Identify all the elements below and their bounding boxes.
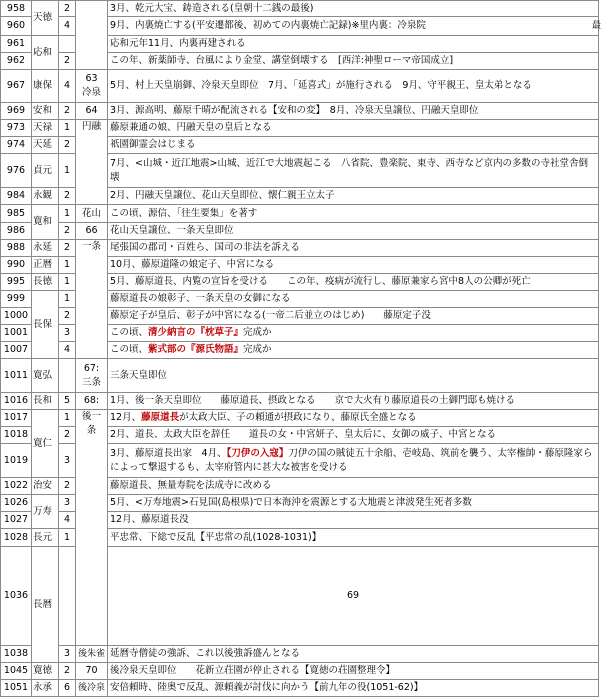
- year-cell: 995: [1, 274, 32, 291]
- emperor-name-cell: 後冷泉: [76, 680, 108, 697]
- era-cell: 天延: [32, 137, 59, 154]
- emperor-number-cell: 66: [76, 223, 108, 240]
- era-year-cell: 2: [59, 240, 76, 257]
- table-row: [1, 680, 599, 697]
- year-cell: 985: [1, 205, 32, 223]
- table-row: [1, 120, 599, 137]
- era-year-cell: [59, 36, 76, 53]
- year-cell: 1007: [1, 342, 32, 359]
- era-cell: 長保: [32, 291, 59, 359]
- event-cell: 10月、藤原道隆の娘定子、中宮になる: [108, 257, 599, 274]
- era-year-cell: 4: [59, 70, 76, 103]
- era-year-cell: 4: [59, 512, 76, 529]
- era-year-cell: 2: [59, 663, 76, 680]
- era-year-cell: 1: [59, 120, 76, 137]
- event-cell: 平忠常、下総で反乱【平忠常の乱(1028-1031)】: [108, 529, 599, 547]
- era-cell: 永観: [32, 188, 59, 205]
- era-year-cell: 2: [59, 427, 76, 444]
- event-cell: 2月、道長、太政大臣を辞任 道長の女・中宮妍子、皇太后に、女御の威子、中宮となる: [108, 427, 599, 444]
- era-year-cell: 1: [59, 257, 76, 274]
- emperor-number-cell: 69: [108, 547, 599, 646]
- era-cell: 康保: [32, 70, 59, 103]
- event-text: 刀伊の国の賊徒五十余船、壱岐島、筑前を襲う、太宰権帥・藤原隆家らによって撃退するも、太宰府管内に甚大な被害を受ける: [110, 447, 593, 473]
- year-cell: 1026: [1, 495, 32, 512]
- era-cell: 治安: [32, 478, 59, 495]
- year-cell: 960: [1, 17, 32, 36]
- emperor-cell: 63 冷泉: [76, 70, 108, 103]
- era-year-cell: [59, 547, 76, 646]
- era-cell: 万寿: [32, 495, 59, 529]
- emperor-name-cell: 円融: [76, 120, 108, 205]
- event-text: 9月、内裏焼亡する(平安遷都後、初めての内裏焼亡記録)※里内裏：冷泉院: [110, 20, 426, 31]
- event-cell: この頃、源信、「往生要集」を著す: [108, 205, 599, 223]
- table-row: [1, 359, 599, 393]
- event-cell: 12月、藤原道長没: [108, 512, 599, 529]
- year-cell: 988: [1, 240, 32, 257]
- year-cell: 1028: [1, 529, 32, 547]
- era-year-cell: 2: [59, 308, 76, 325]
- event-text: 3月、藤原道長出家 4月、: [110, 447, 227, 459]
- year-cell: 1000: [1, 308, 32, 325]
- year-cell: 974: [1, 137, 32, 154]
- event-cell: 藤原道長、無量寿院を法成寺に改める: [108, 478, 599, 495]
- year-cell: 999: [1, 291, 32, 308]
- event-text: この頃、: [110, 344, 149, 355]
- event-cell: 藤原定子が皇后、彰子が中宮になる(一帝二后並立のはじめ) 藤原定子没: [108, 308, 599, 325]
- year-cell: 967: [1, 70, 32, 103]
- event-cell: 三条天皇即位: [108, 359, 599, 393]
- table-row: [1, 103, 599, 120]
- year-cell: 1036: [1, 547, 32, 646]
- event-cell: 5月、村上天皇崩御、冷泉天皇即位 7月、「延喜式」が施行される 9月、守平親王、皇太弟となる: [108, 70, 599, 103]
- era-year-cell: 1: [59, 410, 76, 427]
- era-cell: 長徳: [32, 274, 59, 291]
- year-cell: 962: [1, 53, 32, 70]
- event-cell: 2月、円融天皇譲位、花山天皇即位、懐仁親王立太子: [108, 188, 599, 205]
- event-text: 完成か: [243, 344, 272, 355]
- era-cell: 貞元: [32, 154, 59, 188]
- era-cell: 寛和: [32, 205, 59, 240]
- table-row: [1, 70, 599, 103]
- table-row: [1, 410, 599, 427]
- era-year-cell: 2: [59, 223, 76, 240]
- era-cell: 寛徳: [32, 663, 59, 680]
- event-cell: 3月、乾元大宝、鋳造される(皇朝十二銭の最後): [108, 1, 599, 17]
- year-cell: 1011: [1, 359, 32, 393]
- era-year-cell: 2: [59, 188, 76, 205]
- year-cell: 1019: [1, 444, 32, 478]
- table-row: [1, 223, 599, 240]
- era-year-cell: 4: [59, 342, 76, 359]
- event-cell: [108, 342, 599, 359]
- era-cell: 永延: [32, 240, 59, 257]
- event-cell: 藤原兼通の娘、円融天皇の皇后となる: [108, 120, 599, 137]
- era-year-cell: 2: [59, 103, 76, 120]
- table-row: [1, 240, 599, 257]
- year-cell: 976: [1, 154, 32, 188]
- year-cell: 1016: [1, 393, 32, 410]
- year-cell: 1045: [1, 663, 32, 680]
- year-cell: 1018: [1, 427, 32, 444]
- era-year-cell: 3: [59, 444, 76, 478]
- emperor-name-cell: 一条: [76, 240, 108, 359]
- era-cell: 寛仁: [32, 410, 59, 478]
- event-text: この頃、: [110, 327, 149, 338]
- era-cell: 長元: [32, 529, 59, 547]
- event-cell: 延暦寺僧徒の強訴、これ以後強訴盛んとなる: [108, 646, 599, 663]
- event-cell: [108, 444, 599, 478]
- highlight-text: 藤原道長: [141, 412, 180, 423]
- era-cell: 天徳: [32, 1, 59, 36]
- emperor-name-cell: 後一条: [76, 410, 108, 646]
- era-year-cell: [59, 359, 76, 393]
- event-cell: 花山天皇譲位、一条天皇即位: [108, 223, 599, 240]
- year-cell: 1051: [1, 680, 32, 697]
- era-year-cell: 3: [59, 325, 76, 342]
- era-year-cell: 3: [59, 646, 76, 663]
- table-row: [1, 205, 599, 223]
- era-year-cell: 1: [59, 154, 76, 188]
- event-text: が太政大臣、子の頼通が摂政になり、藤原氏全盛となる: [179, 412, 417, 423]
- emperor-number-cell: 64: [76, 103, 108, 120]
- era-year-cell: 6: [59, 680, 76, 697]
- year-cell: 1017: [1, 410, 32, 427]
- event-cell: この年、新薬師寺、台風により金堂、講堂倒壊する [西洋:神聖ローマ帝国成立]: [108, 53, 599, 70]
- era-year-cell: 2: [59, 1, 76, 17]
- year-cell: 961: [1, 36, 32, 53]
- year-cell: 1027: [1, 512, 32, 529]
- era-year-cell: 1: [59, 291, 76, 308]
- era-cell: 応和: [32, 36, 59, 70]
- year-cell: 1001: [1, 325, 32, 342]
- year-cell: 973: [1, 120, 32, 137]
- era-cell: 寛弘: [32, 359, 59, 393]
- era-year-cell: 2: [59, 478, 76, 495]
- era-year-cell: 3: [59, 495, 76, 512]
- event-cell: 藤原道長の娘彰子、一条天皇の女御になる: [108, 291, 599, 308]
- highlight-text: 【刀伊の入寇】: [226, 447, 289, 459]
- year-cell: 958: [1, 1, 32, 17]
- table-row: [1, 393, 599, 410]
- era-year-cell: 2: [59, 137, 76, 154]
- highlight-text: 清少納言の『枕草子』: [148, 327, 244, 338]
- year-cell: 969: [1, 103, 32, 120]
- emperor-number-cell: 70: [76, 663, 108, 680]
- event-text: 完成か: [243, 327, 272, 338]
- emperor-number-cell: 68:: [76, 393, 108, 410]
- era-cell: 永承: [32, 680, 59, 697]
- event-cell: 応和元年11月、内裏再建される: [108, 36, 599, 53]
- emperor-name-cell: 後朱雀: [76, 646, 108, 663]
- event-text: 12月、: [110, 412, 142, 423]
- table-row: [1, 646, 599, 663]
- event-cell: [108, 410, 599, 427]
- era-year-cell: 1: [59, 274, 76, 291]
- event-cell: 後冷泉天皇即位 花新立荘園が停止される【寛徳の荘園整理令】: [108, 663, 599, 680]
- era-cell: 長暦: [32, 547, 59, 663]
- era-year-cell: 1: [59, 529, 76, 547]
- event-cell: 安倍頼時、陸奥で反乱、源頼義が討伐に向かう【前九年の役(1051-62)】: [108, 680, 599, 697]
- event-cell: 3月、源高明、藤原千晴が配流される【安和の変】 8月、冷泉天皇譲位、円融天皇即位: [108, 103, 599, 120]
- era-cell: 天禄: [32, 120, 59, 137]
- era-year-cell: 2: [59, 53, 76, 70]
- emperor-cell: [76, 1, 108, 70]
- era-year-cell: 1: [59, 205, 76, 223]
- event-cell: [108, 325, 599, 342]
- event-cell: 7月、<山城・近江地震>山城、近江で大地震起こる 八省院、豊楽院、東寺、西寺など京内の多数の寺社堂舎倒壊: [108, 154, 599, 188]
- emperor-name-cell: 花山: [76, 205, 108, 223]
- emperor-cell: 67: 三条: [76, 359, 108, 393]
- event-cell: 尾張国の郡司・百姓ら、国司の非法を訴える: [108, 240, 599, 257]
- event-cell: 1月、後一条天皇即位 藤原道長、摂政となる 京で大火有り藤原道長の土御門邸も焼ける: [108, 393, 599, 410]
- table-row: [1, 1, 599, 17]
- event-cell: 祇園御霊会はじまる: [108, 137, 599, 154]
- year-cell: 1038: [1, 646, 32, 663]
- event-cell: 5月、<万寿地震>石見国(島根県)で日本海沖を震源とする大地震と津波発生死者多数: [108, 495, 599, 512]
- side-mark: 最: [592, 21, 601, 31]
- era-year-cell: 4: [59, 17, 76, 36]
- highlight-text: 紫式部の『源氏物語』: [148, 344, 244, 355]
- year-cell: 1022: [1, 478, 32, 495]
- era-cell: 長和: [32, 393, 59, 410]
- era-year-cell: 5: [59, 393, 76, 410]
- era-cell: 正暦: [32, 257, 59, 274]
- year-cell: 990: [1, 257, 32, 274]
- table-row: [1, 663, 599, 680]
- year-cell: 986: [1, 223, 32, 240]
- era-cell: 安和: [32, 103, 59, 120]
- year-cell: 984: [1, 188, 32, 205]
- event-cell: 5月、藤原道長、内覧の宣旨を受ける この年、疫病が流行し、藤原兼家ら宮中8人の公卿が死亡: [108, 274, 599, 291]
- event-cell: [108, 17, 599, 36]
